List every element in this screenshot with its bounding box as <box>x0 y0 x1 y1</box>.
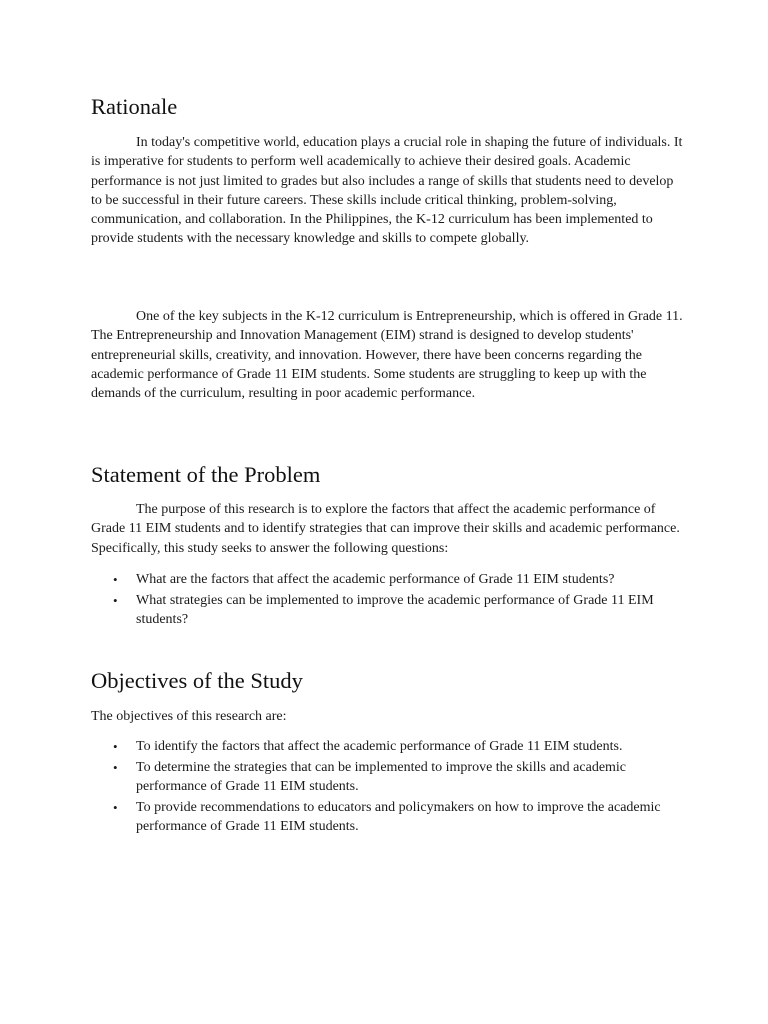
list-item-text: To determine the strategies that can be implemented to improve the skills and academic performance of Grade 11 EIM students. <box>136 759 627 795</box>
rationale-paragraph-2: One of the key subjects in the K-12 curriculum is Entrepreneurship, which is offered in Grade 11. The Entrepreneurship and Innovation Management (EIM) strand is designed to develop students' entrepreneurial skills, creativity, and innovation. However, there have been concerns regarding the academic performance of Grade 11 EIM students. Some students are struggling to keep up with the demands of the curriculum, resulting in poor academic performance. <box>91 309 683 402</box>
bullet-icon: • <box>113 799 118 815</box>
list-item <box>91 798 683 837</box>
rationale-paragraph-1: In today's competitive world, education plays a crucial role in shaping the future of individuals. It is imperative for students to perform well academically to achieve their desired goals. Academic performance is not just limited to grades but also includes a range of skills that students need to develop to be successful in their future careers. These skills include critical thinking, problem-solving, communication, and collaboration. In the Philippines, the K-12 curriculum has been implemented to provide students with the necessary knowledge and skills to compete globally. <box>91 135 683 247</box>
list-item <box>91 591 683 630</box>
bullet-icon: • <box>113 592 118 608</box>
problem-paragraph: The purpose of this research is to explore the factors that affect the academic performance of Grade 11 EIM students and to identify strategies that can improve their skills and academic performance. Specifically, this study seeks to answer the following questions: <box>91 502 680 556</box>
list-item-text: What are the factors that affect the academic performance of Grade 11 EIM students? <box>136 572 615 587</box>
list-item <box>91 758 683 797</box>
rationale-heading: Rationale <box>91 94 178 119</box>
objectives-list <box>91 737 683 836</box>
problem-heading: Statement of the Problem <box>91 462 321 487</box>
objectives-heading: Objectives of the Study <box>91 668 303 693</box>
bullet-icon: • <box>113 572 118 587</box>
bullet-icon: • <box>113 759 118 775</box>
objectives-intro: The objectives of this research are: <box>91 709 287 724</box>
list-item-text: To identify the factors that affect the academic performance of Grade 11 EIM students. <box>136 739 623 754</box>
problem-question-list <box>91 570 683 629</box>
list-item-text: To provide recommendations to educators and policymakers on how to improve the academic performance of Grade 11 EIM students. <box>136 799 661 835</box>
bullet-icon: • <box>113 739 118 754</box>
list-item <box>91 570 683 589</box>
list-item <box>91 737 683 756</box>
list-item-text: What strategies can be implemented to improve the academic performance of Grade 11 EIM students? <box>136 592 654 628</box>
